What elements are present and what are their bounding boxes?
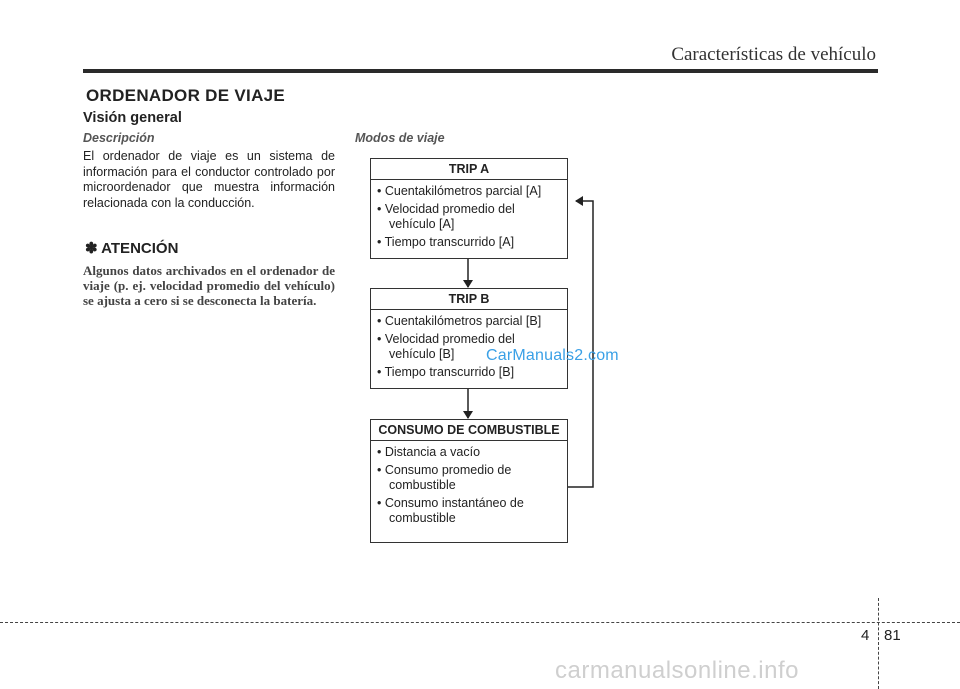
list-item: • Tiempo transcurrido [B]: [377, 365, 515, 379]
section-title: ORDENADOR DE VIAJE: [86, 86, 286, 105]
trip-a-box: [370, 158, 568, 259]
subsection-title: Visión general: [83, 110, 182, 126]
list-item: • Cuentakilómetros parcial [A]: [377, 184, 542, 198]
fuel-consumption-box: [370, 419, 568, 543]
box-title: TRIP A: [371, 159, 567, 180]
list-item: • Tiempo transcurrido [A]: [377, 235, 515, 249]
page-number-divider: [878, 598, 879, 689]
trip-b-box: [370, 288, 568, 389]
chapter-number: 4: [861, 627, 870, 644]
modes-heading: Modos de viaje: [355, 131, 445, 145]
list-item: • Consumo promedio de combustible: [377, 463, 512, 492]
arrow-fuel-back-to-trip-a: [567, 201, 593, 487]
list-item: • Consumo instantáneo de combustible: [377, 496, 524, 525]
footer-divider: [0, 622, 960, 623]
list-item: • Velocidad promedio del vehículo [B]: [377, 332, 515, 361]
attention-text: Algunos datos archivados en el ordenador de viaje (p. ej. velocidad promedio del vehículo) se ajusta a cero si se desconecta la batería.: [83, 263, 335, 308]
box-title: CONSUMO DE COMBUSTIBLE: [371, 420, 567, 441]
box-title: TRIP B: [371, 289, 567, 310]
description-text: El ordenador de viaje es un sistema de información para el conductor controlado por microordenador que muestra información relacionada con la conducción.: [83, 149, 335, 210]
attention-heading: ✽ ATENCIÓN: [85, 240, 179, 257]
list-item: • Velocidad promedio del vehículo [A]: [377, 202, 515, 231]
page-header-title: Características de vehículo: [671, 44, 876, 65]
list-item: • Cuentakilómetros parcial [B]: [377, 314, 542, 328]
list-item: • Distancia a vacío: [377, 445, 481, 459]
page-number: 81: [884, 627, 901, 644]
footer-watermark[interactable]: carmanualsonline.info: [555, 657, 799, 684]
description-heading: Descripción: [83, 131, 155, 145]
watermark-text: CarManuals2.com: [486, 347, 619, 364]
